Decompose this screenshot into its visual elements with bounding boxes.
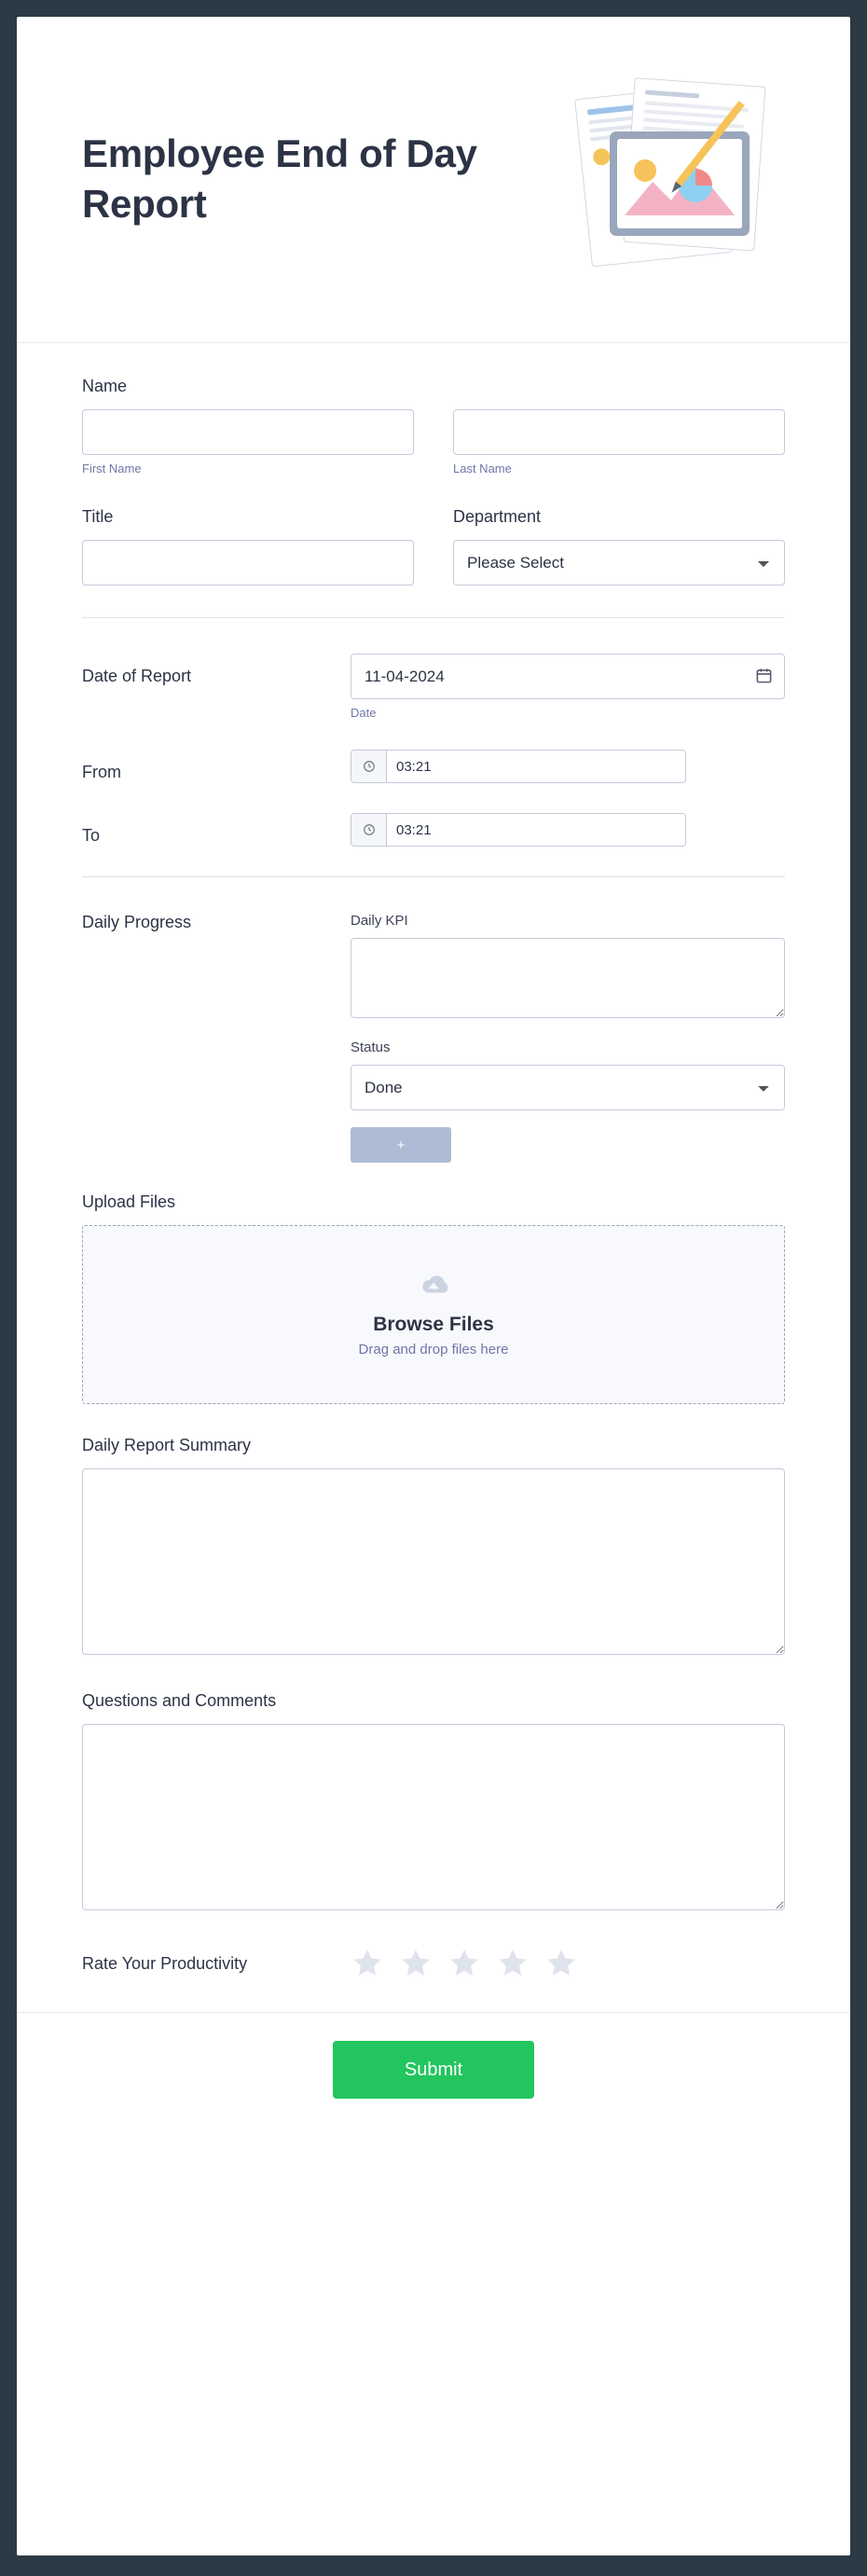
questions-comments-textarea[interactable]	[82, 1724, 785, 1910]
upload-files-label: Upload Files	[82, 1192, 176, 1211]
from-time-field	[351, 750, 686, 783]
to-time-label: To	[82, 826, 101, 845]
drag-drop-text: Drag and drop files here	[358, 1342, 509, 1357]
daily-report-summary-section	[82, 1436, 785, 1660]
questions-comments-label: Questions and Comments	[82, 1691, 277, 1710]
file-drop-zone[interactable]	[82, 1225, 785, 1404]
divider-1	[82, 617, 785, 618]
daily-progress-section	[17, 913, 850, 1980]
form-header	[17, 17, 850, 343]
first-name-sublabel: First Name	[82, 461, 142, 475]
name-label: Name	[82, 377, 128, 395]
title-col	[82, 507, 414, 585]
department-label: Department	[453, 507, 542, 526]
star-icon[interactable]	[496, 1947, 530, 1980]
status-select[interactable]	[351, 1065, 785, 1110]
to-time-row	[82, 813, 785, 847]
date-of-report-input[interactable]	[351, 654, 785, 699]
daily-report-summary-textarea[interactable]	[82, 1468, 785, 1655]
cloud-upload-icon	[415, 1272, 452, 1304]
last-name-sublabel: Last Name	[453, 461, 512, 475]
star-rating[interactable]	[351, 1947, 578, 1980]
from-time-input[interactable]	[387, 751, 685, 782]
title-input[interactable]	[82, 540, 414, 585]
daily-progress-row	[82, 913, 785, 1163]
clock-icon	[351, 751, 387, 782]
last-name-col	[453, 409, 785, 475]
from-time-label: From	[82, 763, 121, 781]
date-of-report-sublabel: Date	[351, 706, 377, 720]
calendar-icon[interactable]	[755, 667, 773, 684]
first-name-input[interactable]	[82, 409, 414, 455]
last-name-input[interactable]	[453, 409, 785, 455]
page-title: Employee End of Day Report	[82, 131, 477, 226]
department-col	[453, 507, 785, 585]
schedule-section	[17, 654, 850, 847]
questions-comments-section	[82, 1691, 785, 1915]
first-name-col	[82, 409, 414, 475]
daily-kpi-label: Daily KPI	[351, 913, 408, 929]
add-progress-button[interactable]: +	[351, 1127, 451, 1163]
star-icon[interactable]	[399, 1947, 433, 1980]
from-time-row	[82, 750, 785, 783]
date-of-report-field	[351, 654, 785, 699]
form-card	[17, 17, 850, 2555]
title-department-section	[82, 507, 785, 585]
report-documents-illustration	[556, 74, 779, 283]
department-select[interactable]	[453, 540, 785, 585]
star-icon[interactable]	[544, 1947, 578, 1980]
title-label: Title	[82, 507, 114, 526]
rate-productivity-row	[82, 1947, 785, 1980]
star-icon[interactable]	[447, 1947, 481, 1980]
daily-report-summary-label: Daily Report Summary	[82, 1436, 252, 1454]
daily-progress-label: Daily Progress	[82, 913, 192, 931]
submit-button[interactable]: Submit	[333, 2041, 534, 2099]
name-section	[82, 377, 785, 475]
status-label: Status	[351, 1040, 391, 1055]
form-footer	[17, 2012, 850, 2130]
date-of-report-label: Date of Report	[82, 667, 192, 685]
daily-kpi-textarea[interactable]	[351, 938, 785, 1018]
upload-files-section	[82, 1192, 785, 1404]
form-body	[17, 343, 850, 585]
to-time-field	[351, 813, 686, 847]
divider-2	[82, 876, 785, 877]
rate-productivity-label: Rate Your Productivity	[82, 1953, 248, 1973]
to-time-input[interactable]	[387, 814, 685, 846]
date-of-report-row	[82, 654, 785, 720]
browse-files-text[interactable]: Browse Files	[373, 1314, 494, 1335]
clock-icon	[351, 814, 387, 846]
star-icon[interactable]	[351, 1947, 384, 1980]
